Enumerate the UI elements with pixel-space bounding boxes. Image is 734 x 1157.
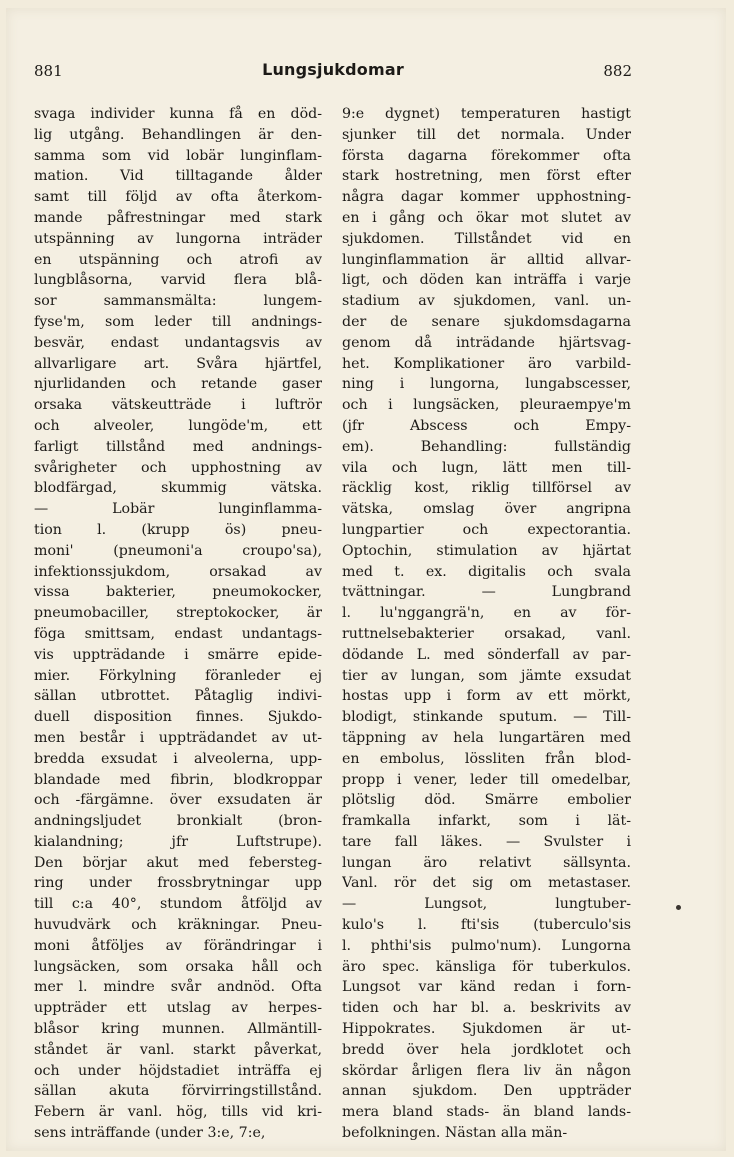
text-line: mation. Vid tilltagande ålder (34, 168, 322, 185)
text-line: och under höjdstadiet inträffa ej (34, 1062, 322, 1079)
text-line: allvarligare art. Svåra hjärtfel, (34, 355, 322, 372)
text-line: blåsor kring munnen. Allmäntill- (34, 1021, 322, 1038)
text-line: en utspänning och atrofi av (34, 251, 322, 268)
text-line: moni åtföljes av förändringar i (34, 937, 322, 954)
text-line: stadium av sjukdomen, vanl. un- (342, 293, 631, 310)
text-line: mier. Förkylning föranleder ej (34, 667, 322, 684)
text-line: föga smittsam, endast undantags- (34, 625, 322, 642)
text-line: dödande L. med sönderfall av par- (342, 646, 631, 663)
text-line: Optochin, stimulation av hjärtat (342, 542, 631, 559)
text-line: samma som vid lobär lunginflam- (34, 147, 322, 164)
text-line: sor sammansmälta: lungem- (34, 293, 322, 310)
text-line: befolkningen. Nästan alla män- (342, 1125, 568, 1142)
running-title: Lungsjukdomar (262, 60, 404, 79)
text-line: kulo's l. fti'sis (tuberculo'sis (342, 917, 631, 934)
text-line: lungblåsorna, varvid flera blå- (34, 272, 322, 289)
text-line: tiden och har bl. a. beskrivits av (342, 1000, 631, 1017)
text-line: annan sjukdom. Den uppträder (342, 1083, 631, 1100)
text-line: samt till följd av ofta återkom- (34, 189, 322, 206)
text-line: besvär, endast undantagsvis av (34, 334, 322, 351)
text-line: tier av lungan, som jämte exsudat (342, 667, 631, 684)
text-line: — Lobär lunginflamma- (34, 501, 322, 518)
text-line: vätska, omslag över angripna (342, 501, 631, 518)
text-line: svaga individer kunna få en död- (34, 106, 322, 122)
text-line: duell disposition finnes. Sjukdo- (34, 709, 322, 726)
text-line: ståndet är vanl. starkt påverkat, (34, 1041, 322, 1058)
text-line: tare fall läkes. — Svulster i (342, 833, 631, 850)
margin-dot (676, 905, 681, 910)
text-line: lungan äro relativt sällsynta. (342, 854, 631, 871)
text-line: uppträder ett utslag av herpes- (34, 1000, 322, 1017)
text-line: pneumobaciller, streptokocker, är (34, 605, 322, 622)
page-number-left: 881 (34, 62, 63, 80)
text-line: 9:e dygnet) temperaturen hastigt (342, 106, 631, 122)
text-line: Vanl. rör det sig om metastaser. (342, 875, 631, 892)
text-line: sällan akuta förvirringstillstånd. (34, 1083, 322, 1100)
page-number-right: 882 (603, 62, 632, 80)
page-header (34, 60, 632, 90)
text-line: lunginflammation är alltid allvar- (342, 251, 631, 268)
text-line: en i gång och ökar mot slutet av (342, 209, 631, 226)
text-line: infektionssjukdom, orsakad av (34, 563, 322, 580)
text-column-left (34, 104, 322, 1144)
text-line: mera bland stads- än bland lands- (342, 1104, 631, 1121)
text-line: ruttnelsebakterier orsakad, vanl. (342, 625, 631, 642)
text-line: men består i uppträdandet av ut- (34, 729, 322, 746)
text-line: lig utgång. Behandlingen är den- (34, 126, 322, 143)
text-line: ning i lungorna, lungabscesser, (342, 376, 631, 393)
text-line: Lungsot var känd redan i forn- (342, 979, 631, 996)
text-line: blodfärgad, skummig vätska. (34, 480, 322, 497)
text-line: orsaka vätskeutträde i luftrör (34, 397, 322, 414)
text-line: Hippokrates. Sjukdomen är ut- (342, 1021, 631, 1038)
text-column-right (342, 104, 631, 1144)
text-line: sällan utbrottet. Påtaglig indivi- (34, 688, 322, 705)
text-line: blodigt, stinkande sputum. — Till- (342, 709, 631, 726)
text-line: sjukdomen. Tillståndet vid en (342, 230, 631, 247)
text-line: svårigheter och upphostning av (34, 459, 322, 476)
text-line: kialandning; jfr Luftstrupe). (34, 833, 322, 850)
text-line: äro spec. känsliga för tuberkulos. (342, 958, 631, 975)
text-line: några dagar kommer upphostning- (342, 189, 631, 206)
text-line: och i lungsäcken, pleuraempye'm (342, 397, 631, 414)
text-line: framkalla infarkt, som i lät- (342, 813, 631, 830)
text-line: täppning av hela lungartären med (342, 729, 631, 746)
text-line: l. phthi'sis pulmo'num). Lungorna (342, 937, 631, 954)
text-line: till c:a 40°, stundom åtföljd av (34, 896, 322, 913)
text-line: (jfr Abscess och Empy- (342, 417, 631, 434)
text-line: utspänning av lungorna inträder (34, 230, 322, 247)
text-line: skördar årligen flera liv än någon (342, 1062, 631, 1079)
text-line: genom då inträdande hjärtsvag- (342, 334, 631, 351)
text-line: en embolus, lössliten från blod- (342, 750, 631, 767)
text-line: mer l. mindre svår andnöd. Ofta (34, 979, 322, 996)
text-line: em). Behandling: fullständig (342, 438, 631, 455)
text-line: stark hostretning, men först efter (342, 168, 631, 185)
text-line: och -färgämne. över exsudaten är (34, 792, 322, 809)
text-line: vissa bakterier, pneumokocker, (34, 584, 322, 601)
text-line: sjunker till det normala. Under (342, 126, 631, 143)
text-line: andningsljudet bronkialt (bron- (34, 813, 322, 830)
text-line: vila och lugn, lätt men till- (342, 459, 631, 476)
text-line: ligt, och döden kan inträffa i varje (342, 272, 631, 289)
text-line: tion l. (krupp ös) pneu- (34, 521, 322, 538)
text-line: lungsäcken, som orsaka håll och (34, 958, 322, 975)
text-line: bredd över hela jordklotet och (342, 1041, 631, 1058)
text-line: räcklig kost, riklig tillförsel av (342, 480, 631, 497)
text-line: njurlidanden och retande gaser (34, 376, 322, 393)
text-line: hostas upp i form av ett mörkt, (342, 688, 631, 705)
text-line: bredda exsudat i alveolerna, upp- (34, 750, 322, 767)
text-line: med t. ex. digitalis och svala (342, 563, 631, 580)
text-line: mande påfrestningar med stark (34, 209, 322, 226)
text-line: farligt tillstånd med andnings- (34, 438, 322, 455)
text-line: propp i vener, leder till omedelbar, (342, 771, 631, 788)
text-line: l. lu'nggangrä'n, en av för- (342, 605, 631, 622)
text-line: vis uppträdande i smärre epide- (34, 646, 322, 663)
text-line: plötslig död. Smärre embolier (342, 792, 631, 809)
text-line: Den börjar akut med febersteg- (34, 854, 322, 871)
text-line: Febern är vanl. hög, tills vid kri- (34, 1104, 322, 1121)
text-line: och alveoler, lungöde'm, ett (34, 417, 322, 434)
text-line: ring under frossbrytningar upp (34, 875, 322, 892)
text-line: blandade med fibrin, blodkroppar (34, 771, 322, 788)
text-line: der de senare sjukdomsdagarna (342, 313, 631, 330)
text-line: första dagarna förekommer ofta (342, 147, 631, 164)
text-line: sens inträffande (under 3:e, 7:e, (34, 1125, 266, 1142)
text-line: moni' (pneumoni'a croupo'sa), (34, 542, 322, 559)
text-line: lungpartier och expectorantia. (342, 521, 631, 538)
text-line: fyse'm, som leder till andnings- (34, 313, 322, 330)
text-line: het. Komplikationer äro varbild- (342, 355, 631, 372)
text-line: — Lungsot, lungtuber- (342, 896, 631, 913)
text-line: huvudvärk och kräkningar. Pneu- (34, 917, 322, 934)
text-line: tvättningar. — Lungbrand (342, 584, 631, 601)
